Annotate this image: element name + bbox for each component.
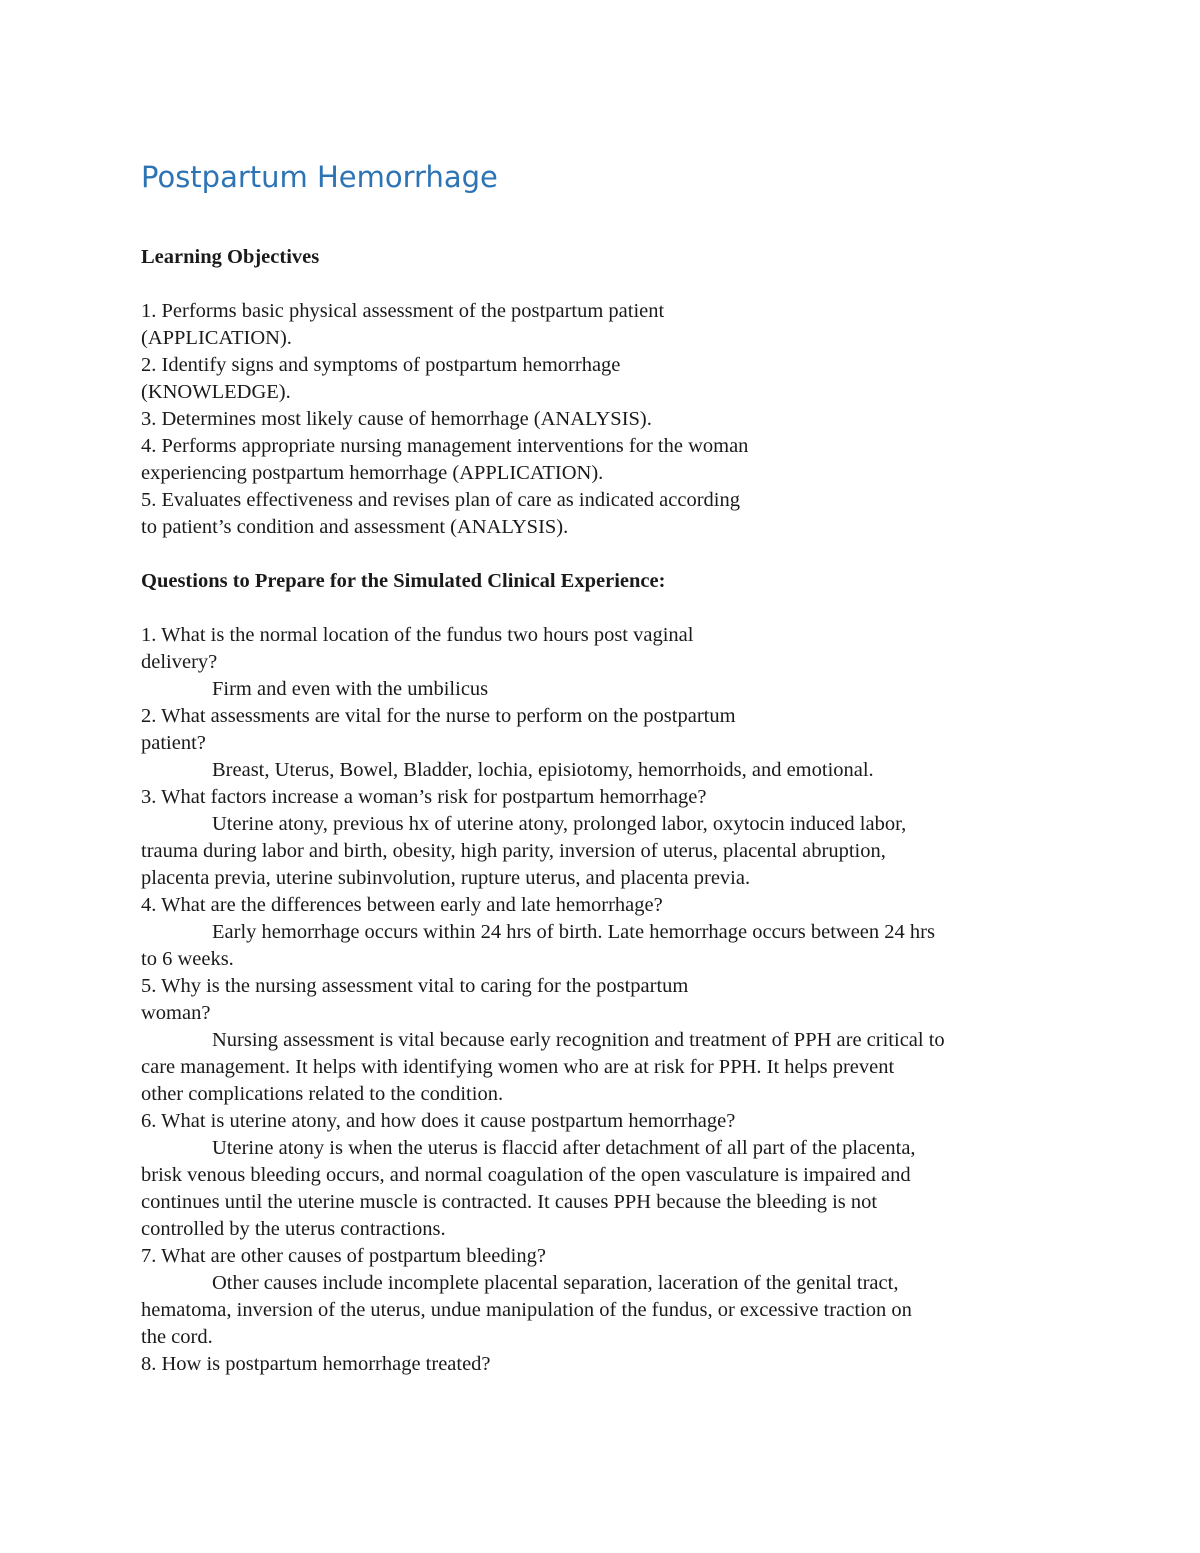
question-line: 4. What are the differences between early and late hemorrhage? bbox=[141, 894, 663, 916]
answer-line: controlled by the uterus contractions. bbox=[141, 1218, 446, 1240]
question-line: 7. What are other causes of postpartum bleeding? bbox=[141, 1245, 546, 1267]
answer-line: continues until the uterine muscle is contracted. It causes PPH because the bleeding is not bbox=[141, 1191, 878, 1213]
question-line: delivery? bbox=[141, 651, 218, 673]
answer-line: Uterine atony is when the uterus is flaccid after detachment of all part of the placenta, bbox=[212, 1137, 916, 1159]
question-line: 6. What is uterine atony, and how does it cause postpartum hemorrhage? bbox=[141, 1110, 736, 1132]
objective-line: experiencing postpartum hemorrhage (APPLICATION). bbox=[141, 462, 604, 484]
objective-line: 2. Identify signs and symptoms of postpartum hemorrhage bbox=[141, 354, 621, 376]
objective-line: 5. Evaluates effectiveness and revises plan of care as indicated according bbox=[141, 489, 740, 511]
answer-line: brisk venous bleeding occurs, and normal coagulation of the open vasculature is impaired and bbox=[141, 1164, 911, 1186]
objectives-heading: Learning Objectives bbox=[141, 246, 320, 268]
answer-line: placenta previa, uterine subinvolution, rupture uterus, and placenta previa. bbox=[141, 867, 751, 889]
answer-line: Early hemorrhage occurs within 24 hrs of birth. Late hemorrhage occurs between 24 hrs bbox=[212, 921, 935, 943]
spacer bbox=[141, 541, 1071, 568]
answer-line: the cord. bbox=[141, 1326, 213, 1348]
question-line: 2. What assessments are vital for the nurse to perform on the postpartum bbox=[141, 705, 736, 727]
question-line: patient? bbox=[141, 732, 206, 754]
objective-line: 4. Performs appropriate nursing management interventions for the woman bbox=[141, 435, 749, 457]
question-line: woman? bbox=[141, 1002, 211, 1024]
questions-heading: Questions to Prepare for the Simulated Clinical Experience: bbox=[141, 570, 666, 592]
document-page bbox=[141, 0, 1071, 1553]
objectives-list bbox=[141, 298, 1071, 541]
objective-line: 1. Performs basic physical assessment of the postpartum patient bbox=[141, 300, 665, 322]
answer-line: to 6 weeks. bbox=[141, 948, 234, 970]
answer-line: other complications related to the condition. bbox=[141, 1083, 504, 1105]
document-title: Postpartum Hemorrhage bbox=[141, 160, 498, 194]
answer-line: Breast, Uterus, Bowel, Bladder, lochia, episiotomy, hemorrhoids, and emotional. bbox=[212, 759, 874, 781]
question-line: 3. What factors increase a woman’s risk for postpartum hemorrhage? bbox=[141, 786, 707, 808]
document-body bbox=[141, 244, 1071, 1378]
answer-line: Uterine atony, previous hx of uterine atony, prolonged labor, oxytocin induced labor, bbox=[212, 813, 907, 835]
answer-line: care management. It helps with identifying women who are at risk for PPH. It helps prevent bbox=[141, 1056, 895, 1078]
answer-line: hematoma, inversion of the uterus, undue manipulation of the fundus, or excessive traction on bbox=[141, 1299, 912, 1321]
question-line: 5. Why is the nursing assessment vital to caring for the postpartum bbox=[141, 975, 689, 997]
question-line: 8. How is postpartum hemorrhage treated? bbox=[141, 1353, 491, 1375]
answer-line: Nursing assessment is vital because early recognition and treatment of PPH are critical to bbox=[212, 1029, 945, 1051]
objective-line: (APPLICATION). bbox=[141, 327, 292, 349]
spacer bbox=[141, 595, 1071, 622]
answer-line: Other causes include incomplete placental separation, laceration of the genital tract, bbox=[212, 1272, 899, 1294]
question-line: 1. What is the normal location of the fundus two hours post vaginal bbox=[141, 624, 694, 646]
objective-line: (KNOWLEDGE). bbox=[141, 381, 291, 403]
objective-line: to patient’s condition and assessment (ANALYSIS). bbox=[141, 516, 569, 538]
answer-line: Firm and even with the umbilicus bbox=[212, 678, 489, 700]
objective-line: 3. Determines most likely cause of hemorrhage (ANALYSIS). bbox=[141, 408, 652, 430]
spacer bbox=[141, 271, 1071, 298]
questions-list bbox=[141, 622, 1071, 1378]
answer-line: trauma during labor and birth, obesity, high parity, inversion of uterus, placental abruption, bbox=[141, 840, 886, 862]
